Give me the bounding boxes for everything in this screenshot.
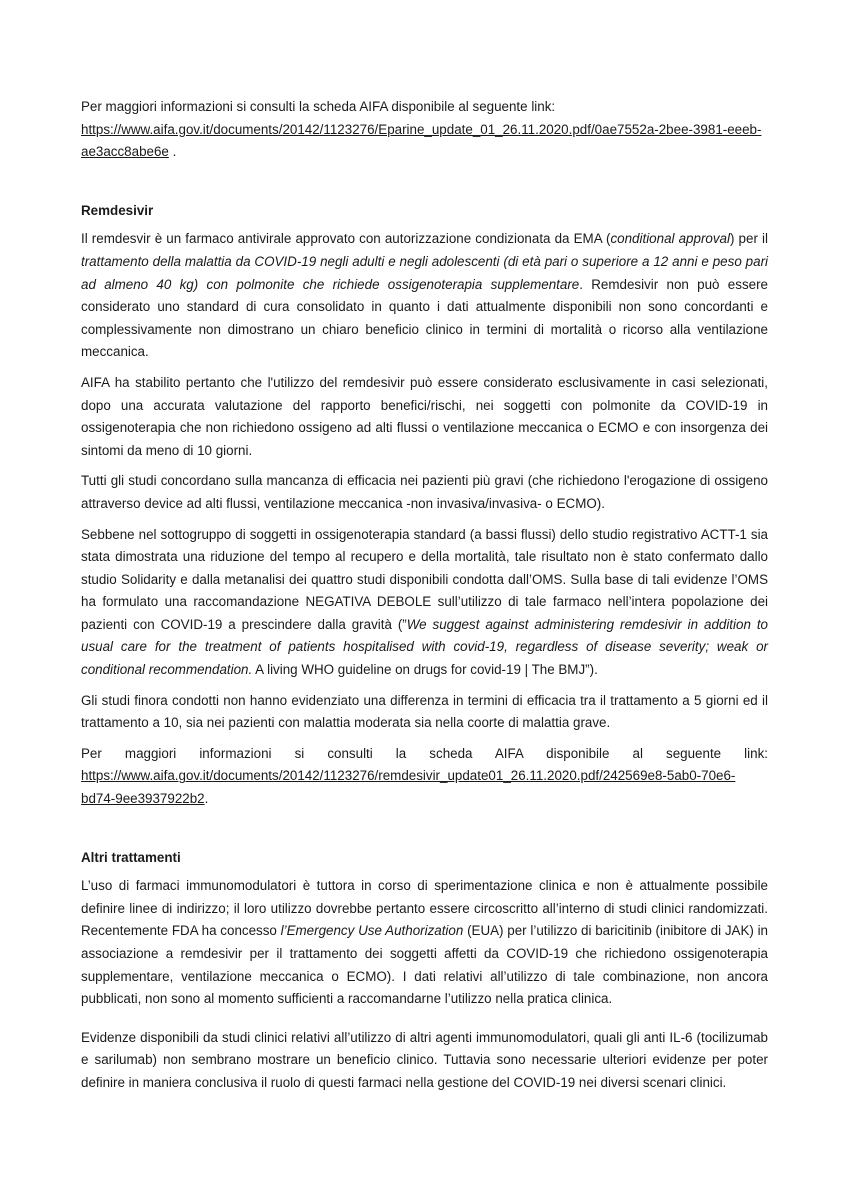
remdesivir-paragraph-5: Gli studi finora condotti non hanno evidenziato una differenza in termini di efficacia tra il trattamento a 5 giorni ed il trattamento a 10, sia nei pazienti con malattia moderata sia nella coorte di malattia grave.: [81, 692, 768, 731]
remdesivir-paragraph-3: Tutti gli studi concordano sulla mancanza di efficacia nei pazienti più gravi (che richiedono l'erogazione di ossigeno attraverso device ad alti flussi, ventilazione meccanica -non invasiva/invasiva- o ECMO).: [81, 473, 768, 511]
remdesivir-p4-italic-b: We suggest against administering remdesivir in addition to usual care for the treatment of patients hospitalised with covid-19, regardless of disease severity; weak or conditional recommendation.: [81, 616, 768, 678]
document-page: [81, 96, 768, 1095]
intro-text: Per maggiori informazioni si consulti la scheda AIFA disponibile al seguente link:: [81, 99, 556, 114]
altri-paragraph-1: [81, 875, 768, 1011]
remdesivir-p1-italic-d: trattamento della malattia da COVID-19 negli adulti e negli adolescenti (di età pari o superiore a 12 anni e peso pari ad almeno 40 kg) con polmonite che richiede ossigenoterapia supplementare: [81, 253, 768, 292]
remdesivir-paragraph-6: [81, 743, 768, 811]
altri-trattamenti-heading: Altri trattamenti: [81, 849, 181, 865]
remdesivir-p1-text-e: . Remdesivir non può essere considerato uno standard di cura consolidato in quanto i dati attualmente disponibili non sono concordanti e complessivamente non dimostrano un chiaro beneficio clinico in termini di mortalità o ricorso alla ventilazione meccanica.: [81, 276, 768, 360]
intro-paragraph: [81, 96, 768, 164]
remdesivir-paragraph-4: [81, 524, 768, 682]
altri-paragraph-2: Evidenze disponibili da studi clinici relativi all’utilizzo di altri agenti immunomodulatori, quali gli anti IL-6 (tocilizumab e sarilumab) non sembrano mostrare un beneficio clinico. Tuttavia sono necessarie ulteriori evidenze per poter definire in maniera conclusiva il ruolo di questi farmaci nella gestione del COVID-19 nei diversi scenari clinici.: [81, 1029, 768, 1090]
remdesivir-p1-text-c: ) per il: [729, 231, 768, 247]
eparine-aifa-link[interactable]: https://www.aifa.gov.it/documents/20142/1123276/Eparine_update_01_26.11.2020.pdf/0ae7552a-2bee-3981-eeeb-ae3acc8abe6e: [81, 121, 762, 160]
intro-link-suffix: .: [168, 144, 177, 160]
remdesivir-p1-italic-b: conditional approval: [610, 231, 730, 247]
altri-p1-text-a: L’uso di farmaci immunomodulatori è tuttora in corso di sperimentazione clinica e non è attualmente possibile definire linee di indirizzo; il loro utilizzo dovrebbe pertanto essere circoscritto all’interno di studi clinici randomizzati. Recentemente FDA ha concesso: [81, 878, 768, 939]
remdesivir-p1-text-a: Il remdesvir è un farmaco antivirale approvato con autorizzazione condizionata da EMA (: [81, 231, 611, 247]
remdesivir-paragraph-2: AIFA ha stabilito pertanto che l'utilizzo del remdesivir può essere considerato esclusivamente in casi selezionati, dopo una accurata valutazione del rapporto benefici/rischi, nei soggetti con polmonite da COVID-19 in ossigenoterapia che non richiedono ossigeno ad alti flussi o ventilazione meccanica o ECMO e con insorgenza dei sintomi da meno di 10 giorni.: [81, 374, 768, 458]
altri-p1-italic-b: l’Emergency Use Authorization: [280, 923, 464, 939]
remdesivir-heading: Remdesivir: [81, 202, 154, 218]
remdesivir-aifa-link[interactable]: https://www.aifa.gov.it/documents/20142/1123276/remdesivir_update01_26.11.2020.pdf/242569e8-5ab0-70e6-bd74-9ee3937922b2: [81, 768, 736, 807]
remdesivir-p4-text-a: Sebbene nel sottogruppo di soggetti in ossigenoterapia standard (a bassi flussi) dello studio registrativo ACTT-1 sia stata dimostrata una riduzione del tempo al recupero e della mortalità, tale risultato non è stato confermato dallo studio Solidarity e dalla metanalisi dei quattro studi disponibili condotta dall’OMS. Sulla base di tali evidenze l’OMS ha formulato una raccomandazione NEGATIVA DEBOLE sull’utilizzo di tale farmaco nell’intera popolazione dei pazienti con COVID-19 a prescindere dalla gravità (”: [81, 526, 768, 632]
remdesivir-p6-text: Per maggiori informazioni si consulti la scheda AIFA disponibile al seguente link:: [81, 745, 768, 761]
altri-p1-text-c: (EUA) per l’utilizzo di baricitinib (inibitore di JAK) in associazione a remdesivir per il trattamento dei soggetti affetti da COVID-19 che richiedono ossigenoterapia supplementare, ventilazione meccanica o ECMO). I dati relativi all’utilizzo di tale combinazione, non ancora pubblicati, non sono al momento sufficienti a raccomandarne l’utilizzo nella pratica clinica.: [81, 923, 769, 1007]
remdesivir-p6-suffix: .: [204, 791, 209, 807]
remdesivir-p4-text-c: A living WHO guideline on drugs for covid-19 | The BMJ”).: [252, 662, 598, 678]
remdesivir-paragraph-1: [81, 228, 768, 364]
